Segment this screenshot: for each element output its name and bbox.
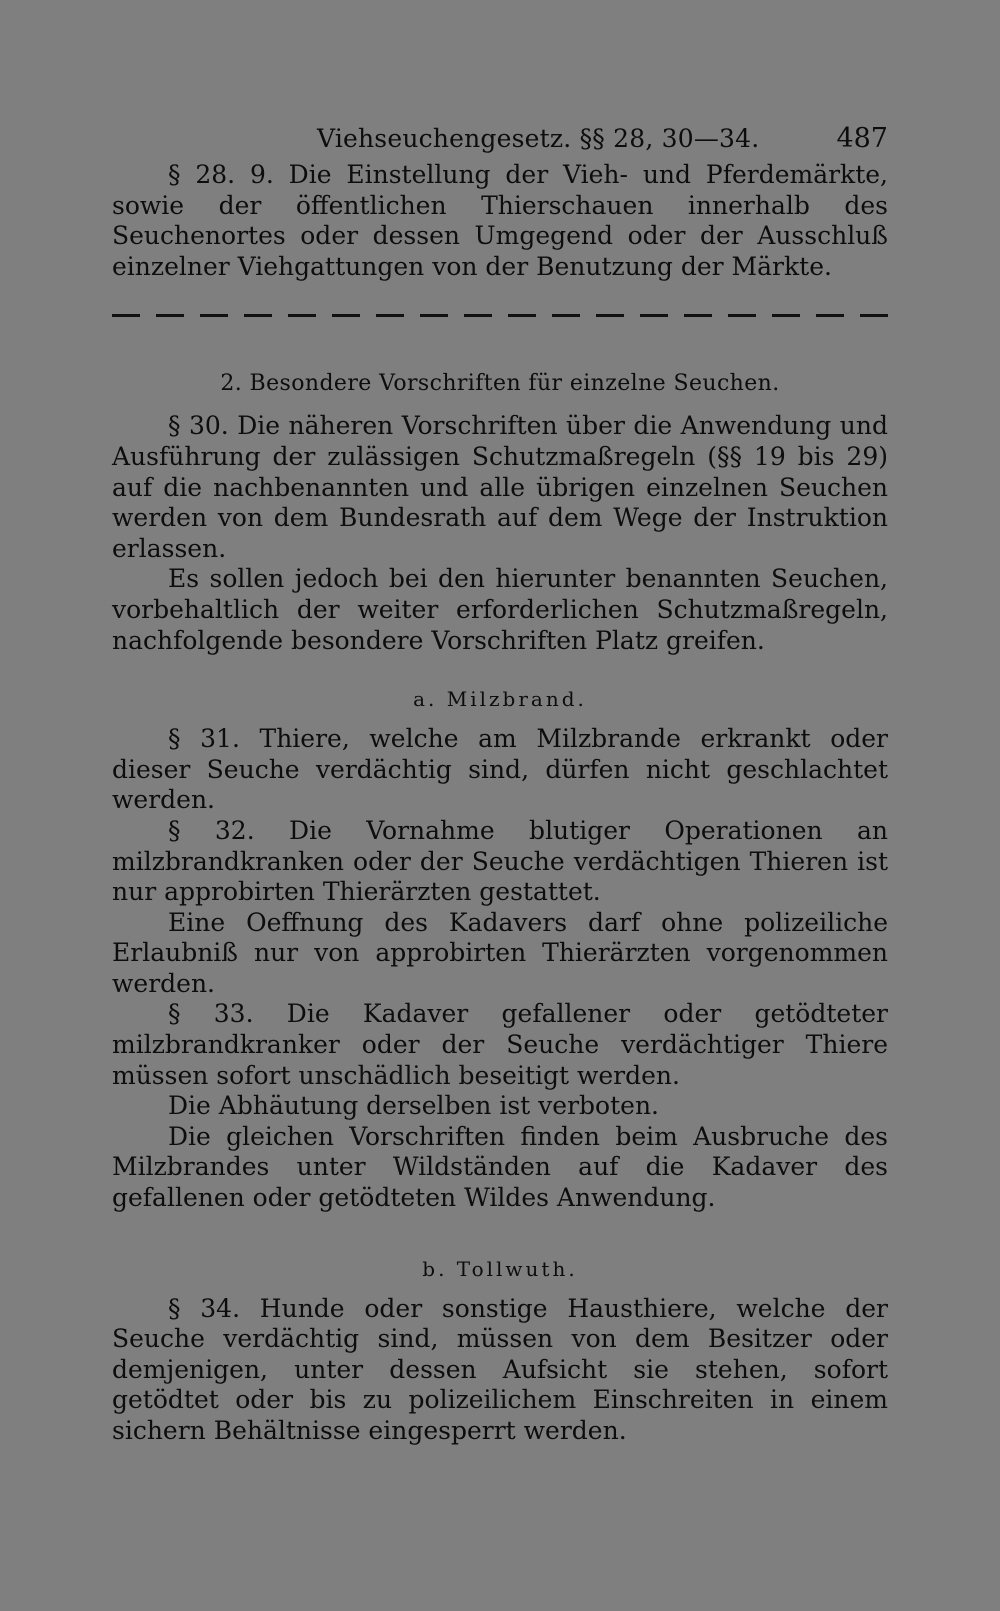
paragraph-section-32: § 32. Die Vornahme blutiger Operationen an milzbrandkranken oder der Seuche verdächtigen Thieren ist nur approbirten Thierärzten gestattet.: [112, 815, 888, 907]
paragraph-section-30-continued: Es sollen jedoch bei den hierunter benannten Seuchen, vorbehaltlich der weiter erforderlichen Schutzmaßregeln, nachfolgende besondere Vorschriften Platz greifen.: [112, 564, 888, 655]
paragraph-section-34: § 34. Hunde oder sonstige Hausthiere, welche der Seuche verdächtig sind, müssen von dem Besitzer oder demjenigen, unter dessen Aufsicht sie stehen, sofort getödtet oder bis zu polizeilichem Einschreiten in einem sichern Behältnisse eingesperrt werden.: [112, 1293, 888, 1445]
section-heading: 2. Besondere Vorschriften für einzelne Seuchen.: [220, 371, 780, 397]
subsection-heading-tollwuth: b. Tollwuth.: [422, 1256, 578, 1281]
paragraph-section-33-abhaeutung: Die Abhäutung derselben ist verboten.: [168, 1091, 659, 1121]
paragraph-section-33: § 33. Die Kadaver gefallener oder getödteter milzbrandkranker oder der Seuche verdächtiger Thiere müssen sofort unschädlich beseitigt werden.: [112, 999, 888, 1090]
dashed-separator: [112, 314, 888, 317]
paragraph-section-33-wild: Die gleichen Vorschriften finden beim Ausbruche des Milzbrandes unter Wildständen auf die Kadaver des gefallenen oder getödteten Wildes Anwendung.: [112, 1121, 888, 1213]
paragraph-section-31: § 31. Thiere, welche am Milzbrande erkrankt oder dieser Seuche verdächtig sind, dürfen nicht geschlachtet werden.: [112, 724, 888, 815]
paragraph-section-30: § 30. Die näheren Vorschriften über die Anwendung und Ausführung der zulässigen Schutzmaßregeln (§§ 19 bis 29) auf die nachbenannten und alle übrigen einzelnen Seuchen werden von dem Bundesrath auf dem Wege der Instruktion erlassen.: [112, 411, 888, 563]
running-header: [112, 118, 888, 160]
paragraph-section-28: § 28. 9. Die Einstellung der Vieh- und Pferdemärkte, sowie der öffentlichen Thierschauen innerhalb des Seuchenortes oder dessen Umgegend oder der Ausschluß einzelner Viehgattungen von der Benutzung der Märkte.: [112, 160, 888, 281]
subsection-heading-milzbrand: a. Milzbrand.: [413, 687, 587, 712]
paragraph-section-32-continued: Eine Oeffnung des Kadavers darf ohne polizeiliche Erlaubniß nur von approbirten Thierärzten vorgenommen werden.: [112, 907, 888, 998]
running-title: Viehseuchengesetz. §§ 28, 30—34.: [317, 124, 760, 153]
page-number: 487: [836, 123, 888, 154]
document-page: [112, 118, 888, 1447]
